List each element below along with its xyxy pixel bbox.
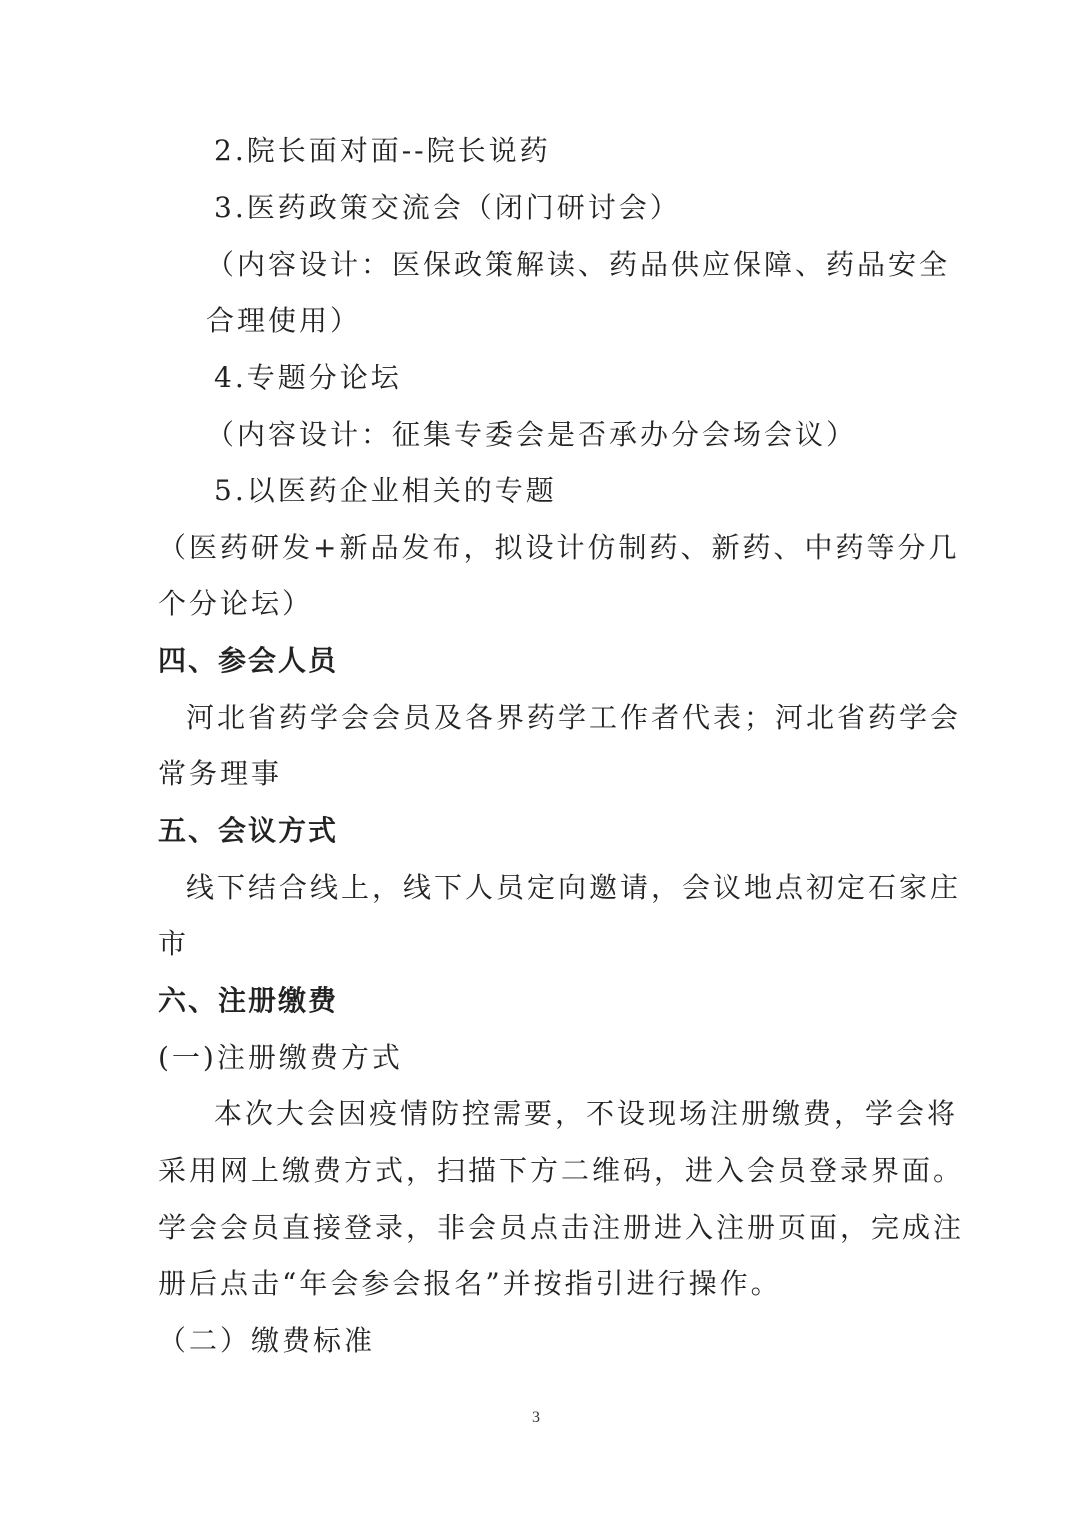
section-5-line-2: 市 bbox=[158, 927, 190, 960]
section-5-heading: 五、会议方式 bbox=[158, 814, 339, 847]
agenda-item-3-note-line-2: 合理使用） bbox=[206, 304, 362, 337]
section-6-heading: 六、注册缴费 bbox=[158, 984, 339, 1017]
agenda-item-4-note: （内容设计：征集专委会是否承办分会场会议） bbox=[206, 418, 858, 451]
section-4-line-2: 常务理事 bbox=[158, 757, 283, 790]
agenda-item-5-note-line-2: 个分论坛） bbox=[158, 587, 314, 620]
agenda-item-3: 3.医药政策交流会（闭门研讨会） bbox=[214, 191, 681, 224]
section-6-paragraph-line-1: 本次大会因疫情防控需要，不设现场注册缴费，学会将 bbox=[214, 1097, 959, 1130]
agenda-item-4: 4.专题分论坛 bbox=[214, 361, 402, 394]
section-6-paragraph-line-3: 学会会员直接登录，非会员点击注册进入注册页面，完成注 bbox=[158, 1211, 965, 1244]
section-6-subheading-2: （二）缴费标准 bbox=[158, 1324, 376, 1357]
section-6-paragraph-line-4: 册后点击“年会参会报名”并按指引进行操作。 bbox=[158, 1267, 782, 1300]
section-6-subheading-1: (一)注册缴费方式 bbox=[158, 1041, 403, 1074]
agenda-item-3-note-line-1: （内容设计：医保政策解读、药品供应保障、药品安全 bbox=[206, 248, 951, 281]
agenda-item-5-note-line-1: （医药研发+新品发布，拟设计仿制药、新药、中药等分几 bbox=[158, 531, 960, 564]
page-number: 3 bbox=[532, 1409, 540, 1426]
section-4-heading: 四、参会人员 bbox=[158, 644, 339, 677]
section-4-line-1: 河北省药学会会员及各界药学工作者代表；河北省药学会 bbox=[186, 701, 962, 734]
section-5-line-1: 线下结合线上，线下人员定向邀请，会议地点初定石家庄 bbox=[186, 871, 962, 904]
agenda-item-2: 2.院长面对面--院长说药 bbox=[214, 134, 551, 167]
agenda-item-5: 5.以医药企业相关的专题 bbox=[214, 474, 557, 507]
section-6-paragraph-line-2: 采用网上缴费方式，扫描下方二维码，进入会员登录界面。 bbox=[158, 1154, 965, 1187]
